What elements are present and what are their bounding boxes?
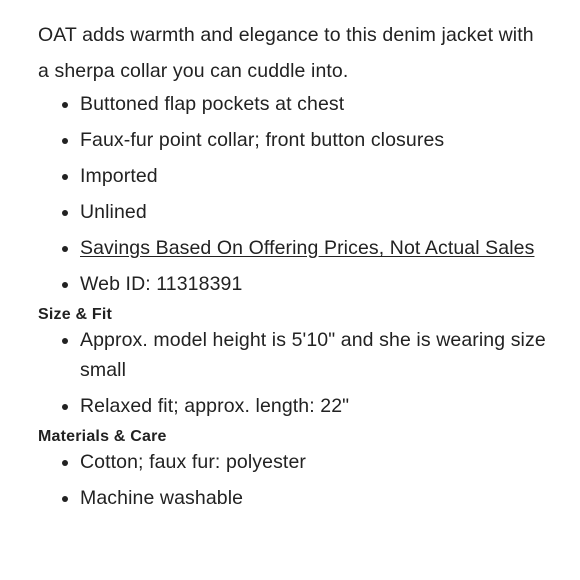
feature-list bbox=[38, 89, 580, 299]
list-item bbox=[80, 89, 580, 119]
feature-text: Buttoned flap pockets at chest bbox=[80, 93, 345, 115]
size-fit-list bbox=[38, 325, 580, 421]
web-id: Web ID: 11318391 bbox=[80, 273, 243, 295]
savings-disclaimer-link[interactable]: Savings Based On Offering Prices, Not Actual Sales bbox=[80, 237, 535, 259]
list-item bbox=[80, 161, 580, 191]
list-item bbox=[80, 447, 580, 477]
bullet-icon bbox=[62, 138, 68, 144]
bullet-icon bbox=[62, 102, 68, 108]
list-item bbox=[80, 269, 580, 299]
list-item bbox=[80, 325, 580, 385]
bullet-icon bbox=[62, 404, 68, 410]
bullet-icon bbox=[62, 174, 68, 180]
product-description: OAT adds warmth and elegance to this denim jacket with a sherpa collar you can cuddle into. bbox=[38, 24, 534, 82]
materials-care-text: Cotton; faux fur: polyester bbox=[80, 451, 306, 473]
list-item bbox=[80, 233, 580, 263]
feature-text: Unlined bbox=[80, 201, 147, 223]
bullet-icon bbox=[62, 496, 68, 502]
bullet-icon bbox=[62, 246, 68, 252]
bullet-icon bbox=[62, 210, 68, 216]
size-fit-heading: Size & Fit bbox=[38, 306, 113, 323]
materials-care-text: Machine washable bbox=[80, 487, 244, 509]
feature-text: Imported bbox=[80, 165, 158, 187]
size-fit-text: Relaxed fit; approx. length: 22" bbox=[80, 395, 350, 417]
list-item bbox=[80, 197, 580, 227]
materials-care-heading: Materials & Care bbox=[38, 428, 167, 445]
bullet-icon bbox=[62, 460, 68, 466]
feature-text: Faux-fur point collar; front button closures bbox=[80, 129, 445, 151]
size-fit-text: Approx. model height is 5'10" and she is wearing size small bbox=[80, 329, 546, 381]
bullet-icon bbox=[62, 338, 68, 344]
list-item bbox=[80, 125, 580, 155]
list-item bbox=[80, 483, 580, 513]
bullet-icon bbox=[62, 282, 68, 288]
materials-care-list bbox=[38, 447, 580, 513]
list-item bbox=[80, 391, 580, 421]
